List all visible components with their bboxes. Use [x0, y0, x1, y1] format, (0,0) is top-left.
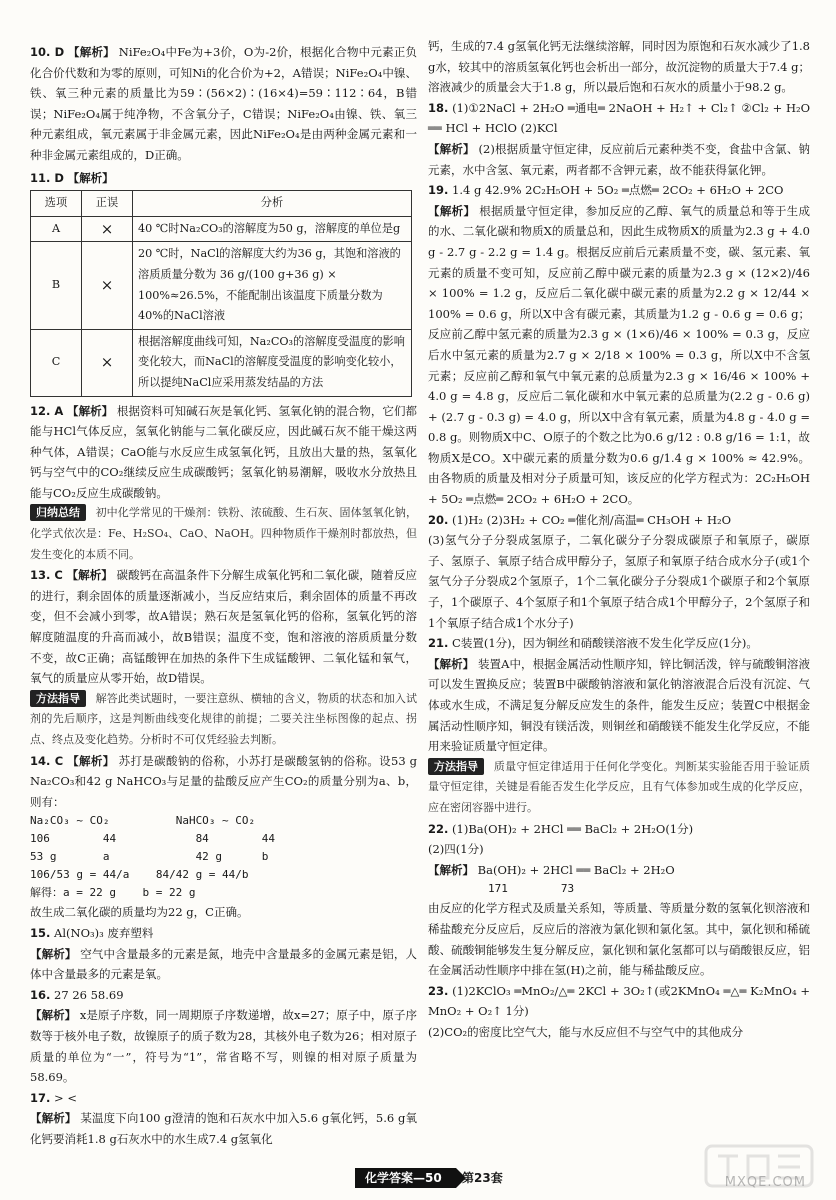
q14-calculation: Na₂CO₃ ~ CO₂ NaHCO₃ ~ CO₂ 106 44 84 44 53 g a 42 g b 106/53 g = 44/a 84/42 g = 44/b 解得：a = 22 g b = 22 g	[30, 814, 276, 900]
header-option: 选项	[31, 191, 82, 217]
table-row: A × 40 ℃时Na₂CO₃的溶解度为50 g，溶解度的单位是g	[31, 216, 412, 242]
table-header	[31, 191, 412, 217]
wrong-mark: ×	[82, 216, 133, 242]
wrong-mark: ×	[82, 242, 133, 329]
header-analysis: 分析	[133, 191, 412, 217]
q17: 17. > < 【解析】 某温度下向100 g澄清的饱和石灰水中加入5.6 g氧化钙，5.6 g氧化钙要消耗1.8 g石灰水中的水生成7.4 g氢氧化	[30, 1090, 418, 1146]
q13-method: 方法指导 解答此类试题时，一要注意纵、横轴的含义，物质的状态和加入试剂的先后顺序，这是判断曲线变化规律的前提；二要关注坐标图像的起点、拐点、终点及变化趋势。分析时不可仅凭经验去判断。	[30, 691, 418, 746]
header-correct: 正误	[82, 191, 133, 217]
q16: 16. 27 26 58.69 【解析】 x是原子序数，同一周期原子序数递增，故x=27；原子中，原子序数等于核外电子数，故镍原子的质子数为28，其核外电子数为26；相对原子质量的单位为“一”，符号为“1”，常省略不写，则镍的相对原子质量为58.69。	[30, 987, 417, 1085]
table-row: B × 20 ℃时，NaCl的溶解度大约为36 g，其饱和溶液的溶质质量分数为 36 g/(100 g+36 g) × 100%≈26.5%，不能配制出该温度下质量分数为40%的NaCl溶液	[31, 242, 412, 329]
q21: 21. C装置(1分)，因为铜丝和硝酸镁溶液不发生化学反应(1分)。 【解析】 装置A中，根据金属活动性顺序知，锌比铜活泼，锌与硫酸铜溶液可以发生置换反应；装置B中碳酸钠溶液和氯化钠溶液混合后没有沉淀、气体或水生成，不满足复分解反应发生的条件，能发生反应；装置C中根据金属活动性顺序知，铜没有镁活泼，则铜丝和硝酸镁不能发生化学反应，不能用来验证质量守恒定律。	[428, 636, 810, 754]
left-column	[30, 42, 417, 1150]
table-row: C × 根据溶解度曲线可知，Na₂CO₃的溶解度受温度的影响变化较大，而NaCl的溶解度受温度的影响变化较小，所以提纯NaCl应采用蒸发结晶的方法	[31, 329, 412, 396]
q12: 12. A 【解析】 根据资料可知碱石灰是氧化钙、氢氧化钠的混合物，它们都能与HCl气体反应，氢氧化钠能与二氧化碳反应，因此碱石灰不能干燥这两种气体，A错误；CaO能与水反应生成氢氧化钙，且放出大量的热，氢氧化钙与空气中的CO₂继续反应生成碳酸钙；氢氧化钠易潮解，吸收水分放热且能与CO₂反应生成碳酸钠。	[30, 403, 418, 500]
q14-conclusion: 故生成二氧化碳的质量均为22 g，C正确。	[30, 905, 249, 920]
watermark-text: MXQE.COM	[724, 1175, 806, 1190]
q22: 22. (1)Ba(OH)₂ + 2HCl ══ BaCl₂ + 2H₂O(1分) (2)四(1分) 【解析】 Ba(OH)₂ + 2HCl ══ BaCl₂ + 2H₂O	[428, 821, 694, 877]
footer-set-number: 第23套	[462, 1171, 503, 1185]
analysis-table	[30, 190, 412, 396]
right-column	[428, 36, 810, 1043]
q22-explanation: 由反应的化学方程式及质量关系知，等质量、等质量分数的氢氧化钡溶液和稀盐酸充分反应后，反应后的溶液为氯化钡和氯化氢。其中，氯化钡和稀硫酸、硫酸铜能够发生复分解反应，氯化钡和氯化氢都可以与硝酸银反应，铝在金属活动性顺序中排在氢(H)之前，能与稀盐酸反应。	[428, 901, 810, 978]
method-badge: 方法指导	[428, 758, 484, 775]
q20: 20. (1)H₂ (2)3H₂ + CO₂ ═催化剂/高温═ CH₃OH + H₂O (3)氢气分子分裂成氢原子，二氧化碳分子分裂成碳原子和氧原子，碳原子、氢原子、氧原子结合成甲醇分子，氢原子和氧原子结合成水分子(或1个氢气分子分裂成2个氢原子，1个二氧化碳分子分裂成1个碳原子和2个氧原子，1个碳原子、4个氢原子和1个氧原子结合成1个甲醇分子，2个氢原子和1个氧原子结合成1个水分子)	[428, 512, 810, 630]
footer-label: 化学答案—50	[355, 1168, 456, 1188]
q22-masses: 171 73	[488, 882, 575, 896]
summary-badge: 归纳总结	[30, 504, 86, 521]
q15: 15. Al(NO₃)₃ 废弃塑料 【解析】 空气中含量最多的元素是氮，地壳中含量最多的金属元素是铝，人体中含量最多的元素是氧。	[30, 925, 418, 982]
q19: 19. 1.4 g 42.9% 2C₂H₅OH + 5O₂ ═点燃═ 2CO₂ + 6H₂O + 2CO 【解析】 根据质量守恒定律，参加反应的乙醇、氧气的质量总和等于生成的水、二氧化碳和物质X的质量总和，因此生成物质X的质量为2.3 g + 4.0 g - 2.7 g - 2.2 g = 1.4 g。根据反应前后元素质量不变，碳、氢元素、氧元素的质量不变可知，反应前乙醇中碳元素的质量为2.3 g × (12×2)/46 × 100% = 1.2 g，反应后二氧化碳中碳元素的质量为2.2 g × 12/44 × 100% = 0.6 g，所以X中含有碳元素，其质量为1.2 g - 0.6 g = 0.6 g；反应前乙醇中氢元素的质量为2.3 g × (1×6)/46 × 100% = 0.3 g，反应后水中氢元素的质量为2.7 g × 2/18 × 100% = 0.3 g，所以X中不含氢元素；反应前乙醇和氧气中氧元素的总质量为2.3 g × 16/46 × 100% + 4.0 g = 4.8 g，反应后二氧化碳和水中氧元素的总质量为(2.2 g - 0.6 g) + (2.7 g - 0.3 g) = 4.0 g，所以X中含有氧元素，质量为4.8 g - 4.0 g = 0.8 g。则物质X中C、O原子的个数之比为0.6 g/12 : 0.8 g/16 = 1:1，故物质X是CO。X中碳元素的质量分数为0.6 g/1.4 g × 100% ≈ 42.9%。由各物质的质量及相对分子质量可知，该反应的化学方程式为：2C₂H₅OH + 5O₂ ═点燃═ 2CO₂ + 6H₂O + 2CO。	[428, 183, 811, 507]
q12-summary: 归纳总结 初中化学常见的干燥剂：铁粉、浓硫酸、生石灰、固体氢氧化钠，化学式依次是：Fe、H₂SO₄、CaO、NaOH。四种物质作干燥剂时都放热，但发生变化的本质不同。	[30, 506, 418, 561]
q17-continued: 钙，生成的7.4 g氢氧化钙无法继续溶解，同时因为原饱和石灰水减少了1.8 g水，较其中的溶质氢氧化钙也会析出一部分，故沉淀物的质量大于7.4 g；溶液减少的质量会大于1.8 g，所以最后饱和石灰水的质量小于98.2 g。	[428, 39, 810, 95]
q14: 14. C 【解析】 苏打是碳酸钠的俗称，小苏打是碳酸氢钠的俗称。设53 g Na₂CO₃和42 g NaHCO₃与足量的盐酸反应产生CO₂的质量分别为a、b，则有：	[30, 753, 418, 809]
q18: 18. (1)①2NaCl + 2H₂O ═通电═ 2NaOH + H₂↑ + Cl₂↑ ②Cl₂ + H₂O ══ HCl + HClO (2)KCl 【解析】 (2)根据质量守恒定律，反应前后元素种类不变，食盐中含氯、钠元素，水中含氢、氧元素，两者都不含钾元素，故不能获得氯化钾。	[428, 100, 811, 177]
q23: 23. (1)2KClO₃ ═MnO₂/△═ 2KCl + 3O₂↑(或2KMnO₄ ═△═ K₂MnO₄ + MnO₂ + O₂↑ 1分) (2)CO₂的密度比空气大，能与水反应但不与空气中的其他成分	[428, 983, 811, 1039]
method-badge: 方法指导	[30, 690, 86, 707]
q13: 13. C 【解析】 碳酸钙在高温条件下分解生成氧化钙和二氧化碳，随着反应的进行，剩余固体的质量逐渐减小，当反应结束后，剩余固体的质量不再改变，但不会减小到零，故A错误；熟石灰是氢氧化钙的俗称，氢氧化钙的溶解度随温度的升高而减小，故B错误；温度不变，饱和溶液的溶质质量分数不变，故C正确；高锰酸钾在加热的条件下生成锰酸钾、二氧化锰和氧气，氧气的质量应从零开始，故D错误。	[30, 568, 417, 686]
q21-method: 方法指导 质量守恒定律适用于任何化学变化。判断某实验能否用于验证质量守恒定律，关键是看能否发生化学反应，且有气体参加或生成的化学反应，应在密闭容器中进行。	[428, 759, 811, 814]
q10: 10. D 【解析】 NiFe₂O₄中Fe为+3价，O为-2价，根据化合物中元素正负化合价代数和为零的原则，可知Ni的化合价为+2，A错误；NiFe₂O₄中镍、铁、氧三种元素的质量比为59∶(56×2)∶(16×4)=59∶112∶64，B错误；NiFe₂O₄属于纯净物，不含氧分子，C错误；NiFe₂O₄由镍、铁、氧三种元素组成，氧元素属于非金属元素，因此NiFe₂O₄是由两种金属元素和一种非金属元素组成的，D正确。	[30, 45, 418, 162]
wrong-mark: ×	[82, 329, 133, 396]
q11: 11. D 【解析】	[30, 170, 114, 185]
